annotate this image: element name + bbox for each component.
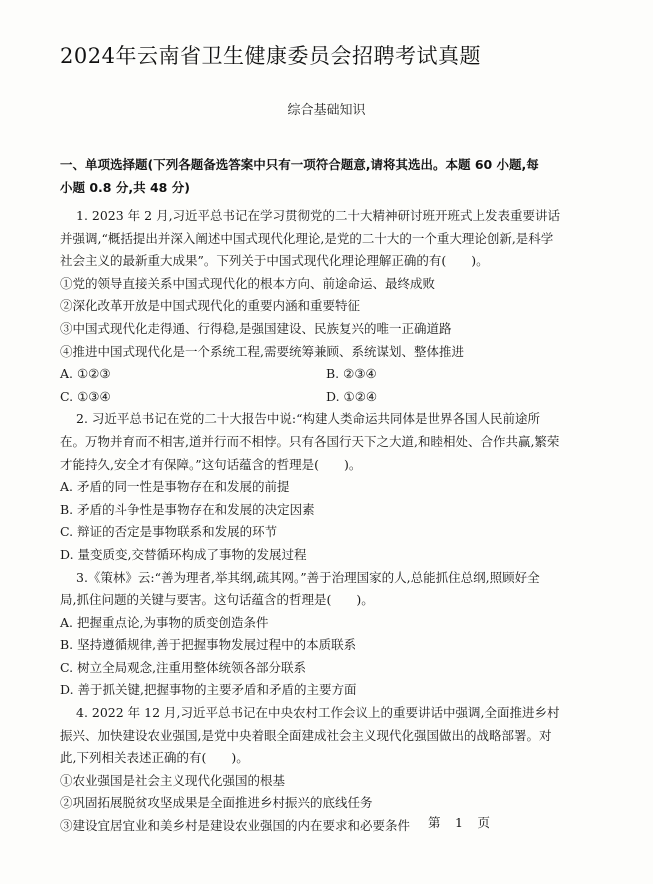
question-stem-line: 4. 2022 年 12 月,习近平总书记在中央农村工作会议上的重要讲话中强调,全面推进乡村 bbox=[76, 705, 560, 721]
question-stem-line: 局,抓住问题的关键与要害。这句话蕴含的哲理是( )。 bbox=[60, 592, 374, 608]
question-statement: ③建设宜居宜业和美乡村是建设农业强国的内在要求和必要条件 bbox=[60, 818, 411, 834]
question-stem-line: 并强调,“概括提出并深入阐述中国式现代化理论,是党的二十大的一个重大理论创新,是科学 bbox=[60, 230, 554, 246]
option-d: D. ①②④ bbox=[326, 388, 378, 404]
option-a: A. 矛盾的同一性是事物存在和发展的前提 bbox=[60, 479, 290, 495]
question-statement: ④推进中国式现代化是一个系统工程,需要统筹兼顾、系统谋划、整体推进 bbox=[60, 343, 464, 359]
question-statement: ②巩固拓展脱贫攻坚成果是全面推进乡村振兴的底线任务 bbox=[60, 795, 373, 811]
page-subtitle: 综合基础知识 bbox=[287, 103, 366, 118]
question-stem-line: 1. 2023 年 2 月,习近平总书记在学习贯彻党的二十大精神研讨班开班式上发表重要讲话 bbox=[76, 208, 561, 223]
question-stem-line: 才能持久,安全才有保障。”这句话蕴含的哲理是( )。 bbox=[60, 456, 362, 472]
question-4 bbox=[60, 702, 630, 838]
option-c: C. ①③④ bbox=[60, 388, 111, 404]
question-2 bbox=[60, 408, 630, 566]
section-header bbox=[60, 153, 620, 199]
page-title: 2024年云南省卫生健康委员会招聘考试真题 bbox=[60, 44, 481, 68]
section-header-line: 一、单项选择题(下列各题备选答案中只有一项符合题意,请将其选出。本题 60 小题,每 bbox=[60, 157, 539, 172]
option-row bbox=[60, 386, 630, 409]
question-stem-line: 振兴、加快建设农业强国,是党中央着眼全面建成社会主义现代化强国做出的战略部署。对 bbox=[60, 727, 552, 743]
option-d: D. 善于抓关键,把握事物的主要矛盾和矛盾的主要方面 bbox=[60, 682, 357, 698]
option-row bbox=[60, 363, 630, 386]
section-header-line: 小题 0.8 分,共 48 分) bbox=[60, 180, 190, 195]
option-a: A. ①②③ bbox=[60, 366, 111, 382]
question-1 bbox=[60, 205, 630, 408]
question-statement: ③中国式现代化走得通、行得稳,是强国建设、民族复兴的唯一正确道路 bbox=[60, 320, 452, 336]
option-b: B. 矛盾的斗争性是事物存在和发展的决定因素 bbox=[60, 501, 315, 517]
question-statement: ①农业强国是社会主义现代化强国的根基 bbox=[60, 772, 286, 788]
question-stem-line: 此,下列相关表述正确的有( )。 bbox=[60, 750, 249, 766]
question-stem-line: 2. 习近平总书记在党的二十大报告中说:“构建人类命运共同体是世界各国人民前途所 bbox=[76, 411, 541, 427]
question-list bbox=[60, 205, 630, 838]
option-c: C. 树立全局观念,注重用整体统领各部分联系 bbox=[60, 659, 307, 675]
option-b: B. 坚持遵循规律,善于把握事物发展过程中的本质联系 bbox=[60, 637, 357, 653]
option-c: C. 辩证的否定是事物联系和发展的环节 bbox=[60, 524, 278, 540]
page-number: 第 1 页 bbox=[428, 815, 491, 830]
option-b: B. ②③④ bbox=[326, 366, 377, 382]
question-stem-line: 在。万物并育而不相害,道并行而不相悖。只有各国行天下之大道,和睦相处、合作共赢,繁荣 bbox=[60, 433, 560, 449]
option-d: D. 量变质变,交替循环构成了事物的发展过程 bbox=[60, 546, 307, 562]
question-stem-line: 3.《策林》云:“善为理者,举其纲,疏其网。”善于治理国家的人,总能抓住总纲,照顾好全 bbox=[76, 569, 540, 585]
option-a: A. 把握重点论,为事物的质变创造条件 bbox=[60, 614, 269, 630]
question-3 bbox=[60, 567, 630, 703]
question-statement: ②深化改革开放是中国式现代化的重要内涵和重要特征 bbox=[60, 298, 361, 314]
question-stem-line: 社会主义的最新重大成果”。下列关于中国式现代化理论理解正确的有( )。 bbox=[60, 253, 489, 269]
question-statement: ①党的领导直接关系中国式现代化的根本方向、前途命运、最终成败 bbox=[60, 275, 436, 291]
